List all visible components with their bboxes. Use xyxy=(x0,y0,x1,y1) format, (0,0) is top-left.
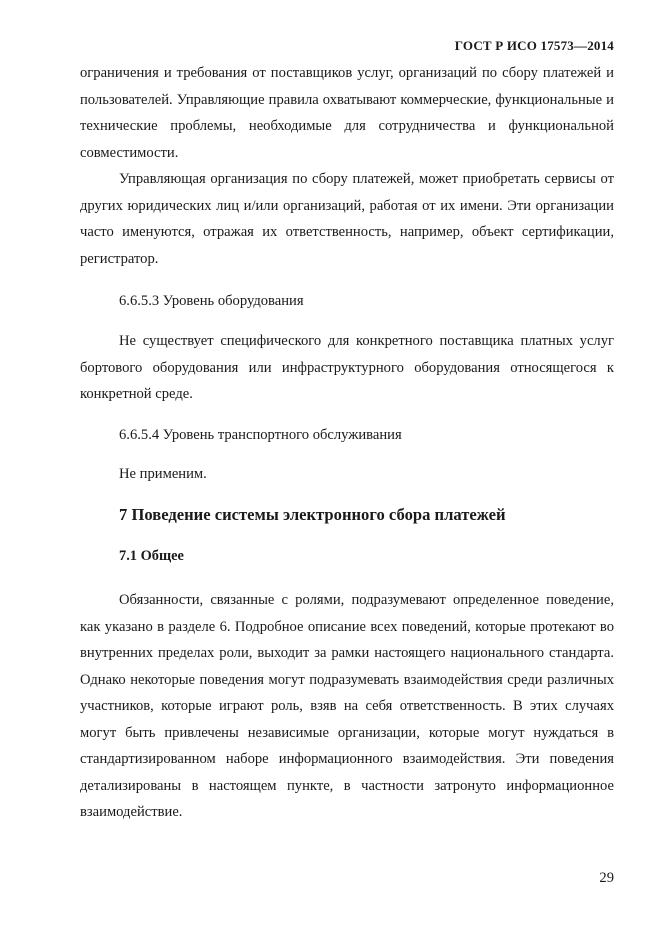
document-header: ГОСТ Р ИСО 17573—2014 xyxy=(454,38,614,53)
paragraph-not-applicable: Не применим. xyxy=(119,466,207,482)
page-number: 29 xyxy=(599,870,614,886)
paragraph-general: Обязанности, связанные с ролями, подразумевают определенное поведение, как указано в разделе 6. Подробное описание всех поведений, которые протекают во внутренних пределах роли, выходит за рамки настоящего национального стандарта. Однако некоторые поведения могут подразумевать взаимодействия среди различных участников, которые играют роль, взяв на себя ответственность. В этих случаях могут быть привлечены независимые организации, которые могут нуждаться в стандартизированном наборе информационного взаимодействия. Эти поведения детализированы в настоящем пункте, в частности затронуто информационное взаимодействие. xyxy=(80,592,614,820)
paragraph-equipment-level: Не существует специфического для конкретного поставщика платных услуг бортового оборудования или инфраструктурного оборудования относящегося к конкретной среде. xyxy=(80,333,614,402)
section-7-1-heading: 7.1 Общее xyxy=(119,548,184,564)
paragraph-continuation: ограничения и требования от поставщиков услуг, организаций по сбору платежей и пользователей. Управляющие правила охватывают коммерческие, функциональные и технические проблемы, необходимые для сотрудничества и функциональной совместимости. xyxy=(80,65,614,161)
subsection-6-6-5-4-heading: 6.6.5.4 Уровень транспортного обслуживания xyxy=(119,427,402,443)
paragraph-governance-organization: Управляющая организация по сбору платежей, может приобретать сервисы от других юридических лиц и/или организаций, работая от их имени. Эти организации часто именуются, отражая их ответственность, например, объект сертификации, регистратор. xyxy=(80,171,614,267)
subsection-6-6-5-3-heading: 6.6.5.3 Уровень оборудования xyxy=(119,293,304,309)
section-7-heading: 7 Поведение системы электронного сбора платежей xyxy=(119,505,506,524)
